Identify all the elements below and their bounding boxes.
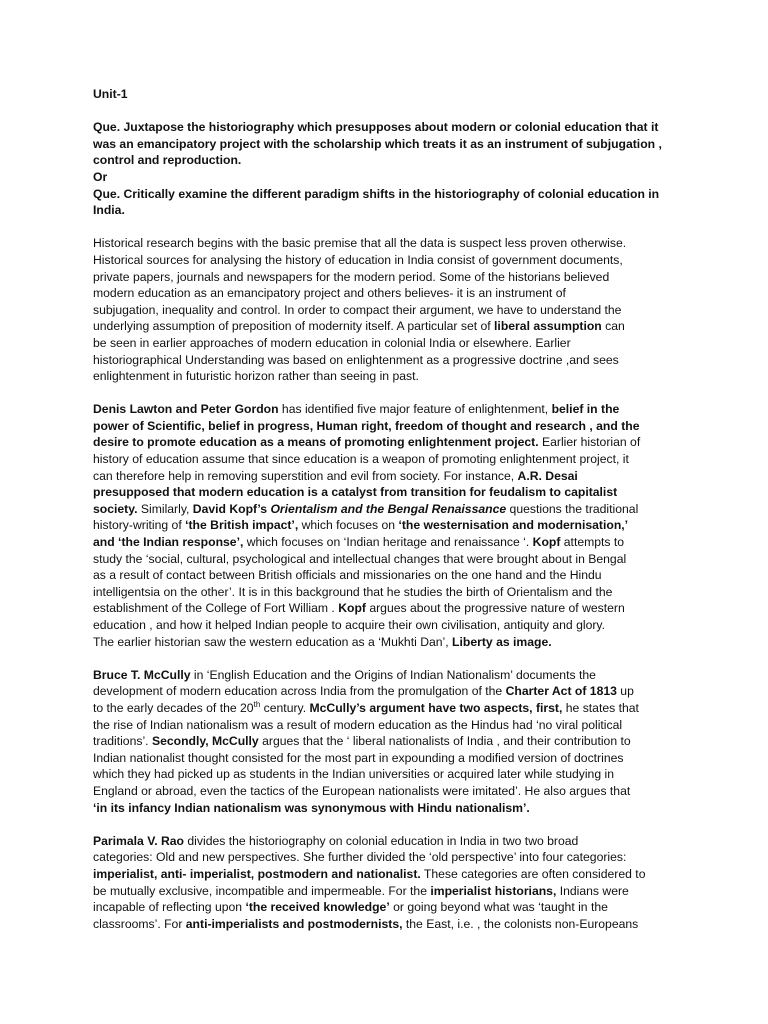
text-run: the rise of Indian nationalism was a result of modern education as the Hindus had ‘no viral political [93,717,623,732]
text-run: study the ‘social, cultural, psychological and intellectual changes that were brought about in Bengal [93,551,627,566]
text-line [93,501,678,518]
text-run: development of modern education across India from the promulgation of the [93,684,506,699]
text-line [93,750,678,767]
text-run: Bruce T. McCully [93,667,191,682]
text-line [93,600,678,617]
question-2-line-2: India. [93,203,125,218]
or-separator: Or [93,169,108,184]
text-run: ‘in its infancy Indian nationalism was synonymous with Hindu nationalism’. [93,800,530,815]
text-run: which they had picked up as students in the Indian universities or acquired later while studying in [93,767,614,782]
text-run: Charter Act of 1813 [505,684,617,699]
text-line [93,318,678,335]
text-run: ‘the British impact’, [185,518,299,533]
text-run: power of Scientific, belief in progress, Human right, freedom of thought and research , and the [93,418,640,433]
text-line [93,468,678,485]
text-run: can therefore help in removing superstition and evil from society. For instance, [93,468,518,483]
text-line [93,401,678,418]
text-run: Parimala V. Rao [93,833,185,848]
text-run: Similarly, [137,501,193,516]
text-run: ‘the westernisation and modernisation,’ [398,518,629,533]
text-run: ‘the received knowledge’ [245,900,390,915]
text-run: divides the historiography on colonial education in India in two two broad [184,833,579,848]
text-run: anti-imperialists and postmodernists, [185,916,403,931]
text-run: Orientalism and the Bengal Renaissance [270,501,507,516]
text-line [93,683,678,700]
question-1-line-3: control and reproduction. [93,153,242,168]
text-run: in ‘English Education and the Origins of Indian Nationalism’ documents the [190,667,596,682]
text-run: Liberty as image. [452,634,552,649]
text-line [93,584,678,601]
text-line [93,418,678,435]
text-line [93,551,678,568]
text-run: imperialist, anti- imperialist, postmodern and nationalist. [93,866,421,881]
text-line [93,916,678,933]
text-line [93,634,678,651]
text-run: Secondly, McCully [151,734,259,749]
text-run: up [616,684,634,699]
text-line [93,534,678,551]
text-run: questions the traditional [506,501,639,516]
text-line [93,252,678,269]
text-run: education , and how it helped Indian people to acquire their own civilisation, antiquity and glory. [93,618,605,632]
text-run: history of education assume that since education is a weapon of promoting enlightenment project, it [93,452,629,467]
text-run: traditions’. [93,734,152,749]
text-line [93,484,678,501]
text-run: underlying assumption of preposition of modernity itself. A particular set of [93,319,495,334]
text-run: as a result of contact between British officials and missionaries on the one hand and the Hindu [93,568,602,583]
text-run: Historical sources for analysing the history of education in India consist of government documents, [93,252,623,267]
body-text [93,235,678,932]
text-line [93,434,678,451]
text-run: Indian nationalist thought consisted for the most part in expounding a modified version of doctrines [93,750,624,765]
unit-heading: Unit-1 [93,87,128,101]
text-run: and ‘the Indian response’, [93,535,244,550]
text-run: The earlier historian saw the western education as a ‘Mukhti Dan’, [93,634,453,649]
text-run: presupposed that modern education is a catalyst from transition for feudalism to capitalist [93,485,618,500]
text-run: A.R. Desai [517,468,578,483]
text-run: desire to promote education as a means of promoting enlightenment project. [93,435,539,450]
text-run: history-writing of [93,518,186,533]
text-line [93,352,678,369]
text-line [93,700,678,717]
text-line [93,235,678,252]
text-run: which focuses on [298,518,399,533]
text-run: Historical research begins with the basic premise that all the data is suspect less proven otherwise. [93,236,627,251]
text-run: private papers, journals and newspapers for the modern period. Some of the historians believed [93,269,610,284]
text-run: These categories are often considered to [420,866,646,881]
text-line [93,285,678,302]
text-run: has identified five major feature of enlightenment, [278,402,552,417]
text-run: he states that [562,700,639,715]
text-line [93,269,678,286]
text-run: Kopf [338,601,366,616]
text-line [93,883,678,900]
text-line [93,567,678,584]
text-line [93,617,678,634]
text-line [93,783,678,800]
question-2-line-1: Que. Critically examine the different paradigm shifts in the historiography of colonial education in [93,186,660,201]
text-run: Indians were [556,883,629,898]
text-line [93,717,678,734]
text-run: society. [93,501,138,516]
text-line [93,667,678,684]
question-1-line-2: was an emancipatory project with the scholarship which treats it as an instrument of subjugation , [93,136,662,151]
text-run: argues about the progressive nature of western [365,601,625,616]
text-run: the East, i.e. , the colonists non-Europeans [402,916,639,931]
text-line [93,800,678,817]
text-run: McCully’s argument have two aspects, first, [309,700,563,715]
paragraph [93,401,678,650]
text-run: England or abroad, even the tactics of the European nationalists were imitated’. He also argues that [93,783,631,798]
text-line [93,766,678,783]
text-line [93,833,678,850]
text-line [93,335,678,352]
text-run: attempts to [560,535,625,550]
text-run: liberal assumption [494,319,602,334]
paragraph [93,235,678,384]
text-run: intelligentsia on the other’. It is in this background that he studies the birth of Orientalism and the [93,584,613,599]
text-line [93,866,678,883]
text-run: can [601,319,625,334]
text-line [93,302,678,319]
text-line [93,899,678,916]
text-line [93,368,678,385]
text-run: classrooms’. For [93,916,186,931]
text-run: th [253,699,261,709]
text-run: Denis Lawton and Peter Gordon [93,402,279,417]
text-run: imperialist historians, [430,883,557,898]
question-block [93,119,678,219]
text-run: enlightenment in futuristic horizon rather than seeing in past. [93,369,419,384]
text-line [93,517,678,534]
text-run: belief in the [551,402,620,417]
text-run: categories: Old and new perspectives. She further divided the ‘old perspective’ into four categories: [93,850,627,865]
text-run: establishment of the College of Fort William . [93,601,339,616]
text-run: modern education as an emancipatory project and others believes- it is an instrument of [93,286,566,301]
text-run: subjugation, inequality and control. In order to compact their argument, we have to understand the [93,302,622,317]
paragraph [93,667,678,816]
text-line [93,849,678,866]
paragraph [93,833,678,933]
text-run: Earlier historian of [538,435,641,450]
text-run: to the early decades of the 20 [93,700,254,715]
text-run: historiographical Understanding was based on enlightenment as a progressive doctrine ,and sees [93,352,619,367]
text-run: incapable of reflecting upon [93,900,246,915]
question-1-line-1: Que. Juxtapose the historiography which presupposes about modern or colonial education that it [93,120,659,135]
text-run: or going beyond what was ‘taught in the [389,900,608,915]
text-run: David Kopf’s [192,501,271,516]
text-run: century. [260,700,310,715]
text-run: be mutually exclusive, incompatible and impermeable. For the [93,883,431,898]
text-run: argues that the ‘ liberal nationalists of India , and their contribution to [258,734,631,749]
text-line [93,451,678,468]
text-run: which focuses on ‘Indian heritage and renaissance ‘. [243,535,533,550]
text-run: Kopf [532,535,561,550]
text-line [93,733,678,750]
text-run: be seen in earlier approaches of modern education in colonial India or elsewhere. Earlier [93,335,571,350]
